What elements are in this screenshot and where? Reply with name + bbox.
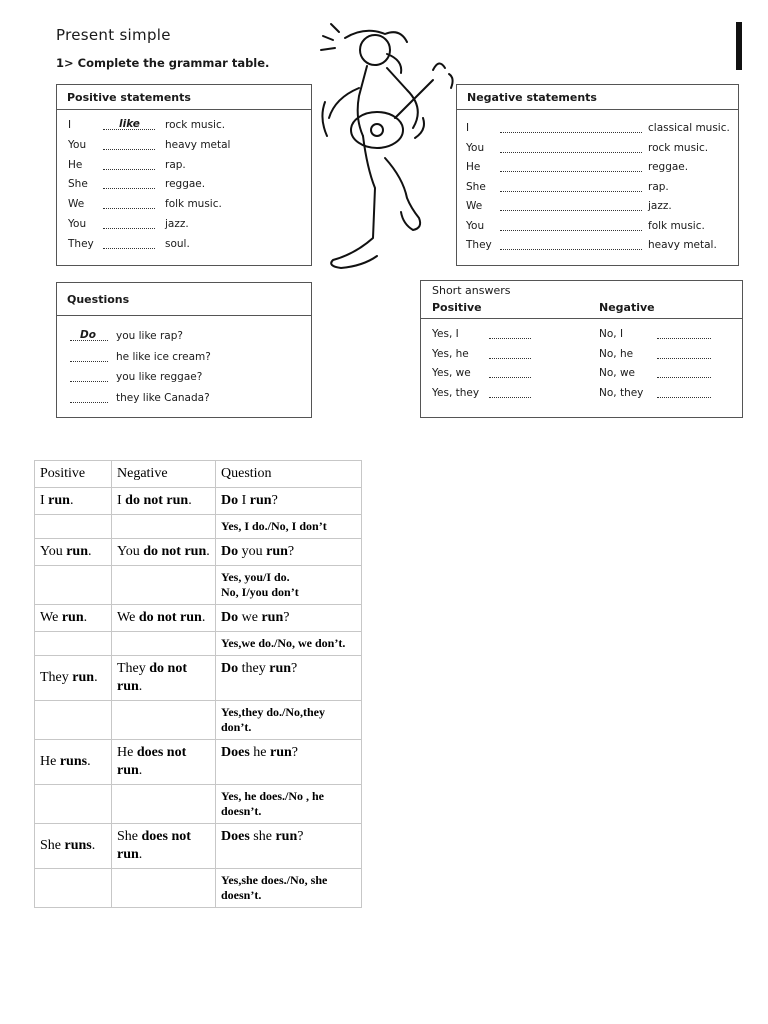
cell-text: She: [117, 829, 142, 844]
short-answer-row: [35, 632, 362, 656]
cell-text: Yes, he does./No , he doesn’t.: [221, 789, 325, 818]
cell-text: ?: [297, 829, 304, 844]
cell-text: Does: [221, 745, 250, 760]
cell-text: We: [117, 610, 139, 625]
grammar-header-row: [35, 461, 362, 488]
instruction-arrow: >: [64, 56, 74, 70]
answer-blank[interactable]: [500, 161, 642, 172]
sentence-ending: rock music.: [165, 119, 226, 131]
negative-statements-box: [456, 84, 739, 266]
answer-blank[interactable]: [500, 122, 642, 133]
cell-text: run: [66, 544, 89, 559]
short-answer-row: [35, 785, 362, 824]
sentence-ending: folk music.: [165, 198, 222, 211]
negative-row: [466, 122, 734, 136]
cell-text: I: [117, 493, 126, 508]
short-answer-cell: [216, 515, 362, 539]
question-text: he like ice cream?: [116, 350, 211, 363]
answer-blank[interactable]: [70, 392, 108, 403]
short-answer-row: [35, 566, 362, 605]
positive-cell: [35, 539, 112, 566]
pronoun-label: She: [466, 180, 486, 193]
sentence-ending: folk music.: [648, 219, 705, 232]
negative-cell: [112, 539, 216, 566]
short-answer-cell: [216, 869, 362, 908]
pronoun-label: He: [466, 161, 481, 173]
empty-cell: [35, 515, 112, 539]
cell-text: run: [270, 745, 292, 760]
questions-box: [56, 282, 312, 418]
pronoun-label: I: [68, 119, 72, 131]
cell-text: Yes,she does./No, she doesn’t.: [221, 873, 328, 902]
answer-blank[interactable]: [657, 348, 711, 359]
short-answers-title: Short answers: [432, 284, 511, 297]
instruction-text: Complete the grammar table.: [77, 56, 270, 70]
cell-text: Yes, I do./No, I don’t: [221, 519, 327, 533]
cell-text: he: [249, 745, 270, 760]
short-answer-row: [432, 367, 732, 381]
cell-text: run: [61, 610, 84, 625]
answer-blank[interactable]: [103, 238, 155, 249]
empty-cell: [112, 515, 216, 539]
cell-text: .: [138, 847, 143, 862]
short-answers-negative-label: Negative: [599, 301, 655, 314]
sentence-ending: heavy metal.: [648, 239, 717, 251]
cell-text: ?: [271, 493, 278, 508]
sentence-ending: classical music.: [648, 122, 730, 134]
question-cell: [216, 539, 362, 566]
question-cell: [216, 488, 362, 515]
header-negative: Negative: [112, 461, 216, 488]
sentence-ending: jazz.: [165, 218, 189, 230]
cell-text: run: [48, 493, 70, 508]
cell-text: I: [40, 493, 49, 508]
negative-cell: [112, 605, 216, 632]
cell-text: Yes,we do./No, we don’t.: [221, 636, 346, 650]
answer-blank[interactable]: [103, 178, 155, 189]
empty-cell: [112, 869, 216, 908]
positive-row: [68, 159, 308, 173]
positive-short-answer: Yes, I: [432, 328, 459, 340]
negative-row: [466, 200, 734, 214]
short-answer-cell: [216, 632, 362, 656]
sentence-ending: reggae.: [648, 161, 689, 173]
sentence-ending: reggae.: [165, 178, 206, 191]
conjugation-row: [35, 539, 362, 566]
short-answers-positive-label: Positive: [432, 301, 482, 314]
grammar-table-body: [35, 461, 362, 908]
answer-blank[interactable]: [657, 328, 711, 339]
cell-text: We: [40, 610, 62, 625]
question-text: you like rap?: [116, 330, 183, 342]
question-cell: [216, 824, 362, 869]
sentence-ending: soul.: [165, 237, 190, 250]
cell-text: You: [40, 544, 67, 559]
pronoun-label: They: [466, 239, 492, 251]
cell-text: Yes,they do./No,they don’t.: [221, 705, 325, 734]
cell-text: she: [249, 829, 276, 844]
short-answer-row: [35, 515, 362, 539]
cell-text: Do: [221, 661, 239, 676]
header-question: Question: [216, 461, 362, 488]
negative-short-answer: No, he: [599, 347, 634, 360]
pronoun-label: You: [68, 218, 87, 230]
short-answer-row: [432, 387, 732, 401]
answer-blank[interactable]: [500, 181, 642, 192]
negative-cell: [112, 488, 216, 515]
cell-text: He: [117, 745, 137, 760]
cell-text: You: [117, 544, 144, 559]
positive-short-answer: Yes, we: [432, 367, 471, 379]
empty-cell: [35, 785, 112, 824]
cell-text: does not run: [117, 829, 191, 862]
page-edge-bar: [736, 22, 742, 70]
negative-cell: [112, 656, 216, 701]
question-row: [70, 330, 308, 344]
negative-row: [466, 181, 734, 195]
short-answers-box: [420, 280, 743, 418]
short-answer-cell: [216, 701, 362, 740]
positive-row: [68, 238, 308, 252]
answer-blank[interactable]: [70, 351, 108, 362]
header-positive: Positive: [35, 461, 112, 488]
cell-text: .: [88, 544, 92, 559]
empty-cell: [112, 785, 216, 824]
pronoun-label: We: [466, 200, 483, 212]
cell-text: No, I/you don’t: [221, 585, 299, 599]
positive-row: [68, 139, 308, 153]
worksheet-scan: [0, 0, 768, 425]
answer-blank[interactable]: [657, 367, 711, 378]
cell-text: .: [83, 610, 88, 625]
answer-blank[interactable]: [500, 239, 642, 250]
cell-text: run: [275, 829, 298, 844]
question-cell: [216, 605, 362, 632]
answer-blank[interactable]: [489, 348, 531, 359]
cell-text: do not run: [125, 493, 189, 508]
short-answer-row: [432, 348, 732, 362]
short-answer-row: [35, 869, 362, 908]
pronoun-label: You: [466, 141, 485, 154]
negative-short-answer: No, we: [599, 367, 636, 379]
cell-text: ?: [287, 544, 295, 559]
answer-blank[interactable]: [489, 328, 531, 339]
positive-statements-header: Positive statements: [57, 85, 311, 110]
cell-text: I: [238, 493, 250, 508]
cell-text: you: [238, 544, 267, 559]
short-answer-cell: [216, 566, 362, 605]
pronoun-label: You: [466, 219, 485, 232]
questions-header: Questions: [57, 283, 311, 316]
cell-text: .: [138, 763, 143, 778]
worksheet-instruction: [56, 56, 269, 70]
cell-text: .: [69, 493, 74, 508]
empty-cell: [112, 632, 216, 656]
cell-text: runs: [64, 838, 92, 853]
answer-blank[interactable]: [489, 367, 531, 378]
negative-cell: [112, 740, 216, 785]
positive-row: [68, 198, 308, 212]
answer-blank[interactable]: [103, 198, 155, 209]
conjugation-row: [35, 740, 362, 785]
cell-text: run: [261, 610, 284, 625]
cell-text: Yes, you/I do.: [221, 570, 290, 584]
cell-text: runs: [59, 754, 88, 769]
empty-cell: [35, 632, 112, 656]
cell-text: .: [206, 544, 210, 559]
example-answer: like: [119, 118, 140, 130]
positive-row: [68, 119, 308, 133]
cell-text: .: [188, 493, 192, 508]
answer-blank[interactable]: [657, 387, 711, 398]
answer-blank[interactable]: [489, 387, 531, 398]
negative-cell: [112, 824, 216, 869]
cell-text: He: [40, 754, 60, 769]
example-answer: Do: [80, 329, 96, 341]
instruction-number: 1: [56, 56, 65, 70]
worksheet-title: Present simple: [56, 26, 171, 44]
conjugation-row: [35, 605, 362, 632]
cell-text: They: [40, 670, 73, 685]
cell-text: do not run: [117, 661, 187, 694]
question-row: [70, 392, 308, 406]
question-row: [70, 351, 308, 365]
short-answer-row: [35, 701, 362, 740]
positive-cell: [35, 824, 112, 869]
positive-short-answer: Yes, they: [432, 386, 480, 399]
cell-text: run: [266, 544, 288, 559]
answer-blank[interactable]: [103, 218, 155, 229]
positive-row: [68, 218, 308, 232]
cell-text: Do: [221, 544, 239, 559]
negative-short-answer: No, I: [599, 328, 624, 340]
cell-text: run: [72, 670, 95, 685]
cell-text: .: [138, 679, 143, 694]
cell-text: They: [117, 661, 150, 676]
cell-text: .: [201, 610, 206, 625]
cell-text: ?: [291, 745, 299, 760]
positive-row: [68, 178, 308, 192]
positive-cell: [35, 605, 112, 632]
negative-row: [466, 220, 734, 234]
question-cell: [216, 656, 362, 701]
cell-text: does not run: [117, 745, 187, 778]
short-answer-row: [432, 328, 732, 342]
cell-text: Does: [221, 829, 250, 844]
cell-text: Do: [221, 610, 239, 625]
empty-cell: [35, 701, 112, 740]
answer-blank[interactable]: [500, 142, 642, 153]
negative-short-answer: No, they: [599, 386, 644, 399]
sentence-ending: rap.: [648, 180, 669, 193]
pronoun-label: You: [68, 138, 87, 151]
empty-cell: [112, 701, 216, 740]
cell-text: .: [94, 670, 98, 685]
positive-short-answer: Yes, he: [432, 347, 469, 360]
answer-blank[interactable]: [103, 139, 155, 150]
question-text: you like reggae?: [116, 371, 203, 383]
cell-text: do not run: [138, 610, 202, 625]
cell-text: Do: [221, 493, 239, 508]
answer-blank[interactable]: [500, 220, 642, 231]
pronoun-label: He: [68, 158, 83, 171]
positive-cell: [35, 488, 112, 515]
pronoun-label: We: [68, 198, 85, 211]
cell-text: do not run: [143, 544, 207, 559]
cell-text: .: [91, 838, 96, 853]
pronoun-label: I: [466, 122, 470, 134]
sentence-ending: rap.: [165, 158, 186, 171]
negative-row: [466, 142, 734, 156]
cell-text: they: [238, 661, 270, 676]
empty-cell: [35, 869, 112, 908]
question-cell: [216, 740, 362, 785]
short-answer-cell: [216, 785, 362, 824]
positive-cell: [35, 656, 112, 701]
short-answers-head: [421, 281, 742, 319]
sentence-ending: jazz.: [648, 200, 672, 212]
cell-text: ?: [291, 661, 298, 676]
pronoun-label: They: [68, 237, 94, 250]
positive-cell: [35, 740, 112, 785]
grammar-table: [34, 460, 362, 908]
empty-cell: [35, 566, 112, 605]
negative-row: [466, 161, 734, 175]
empty-cell: [112, 566, 216, 605]
sentence-ending: heavy metal: [165, 138, 231, 151]
pronoun-label: She: [68, 178, 88, 191]
answer-blank[interactable]: [500, 200, 642, 211]
cell-text: run: [249, 493, 272, 508]
negative-statements-header: Negative statements: [457, 85, 738, 110]
question-row: [70, 371, 308, 385]
cell-text: .: [87, 754, 91, 769]
sentence-ending: rock music.: [648, 141, 709, 154]
cell-text: run: [269, 661, 292, 676]
cell-text: She: [40, 838, 65, 853]
guitarist-cartoon-illustration: [315, 18, 465, 276]
conjugation-row: [35, 656, 362, 701]
question-text: they like Canada?: [116, 391, 210, 404]
negative-row: [466, 239, 734, 253]
conjugation-row: [35, 824, 362, 869]
answer-blank[interactable]: [103, 159, 155, 170]
positive-statements-box: [56, 84, 312, 266]
conjugation-row: [35, 488, 362, 515]
cell-text: we: [238, 610, 262, 625]
cell-text: ?: [283, 610, 290, 625]
answer-blank[interactable]: [70, 371, 108, 382]
